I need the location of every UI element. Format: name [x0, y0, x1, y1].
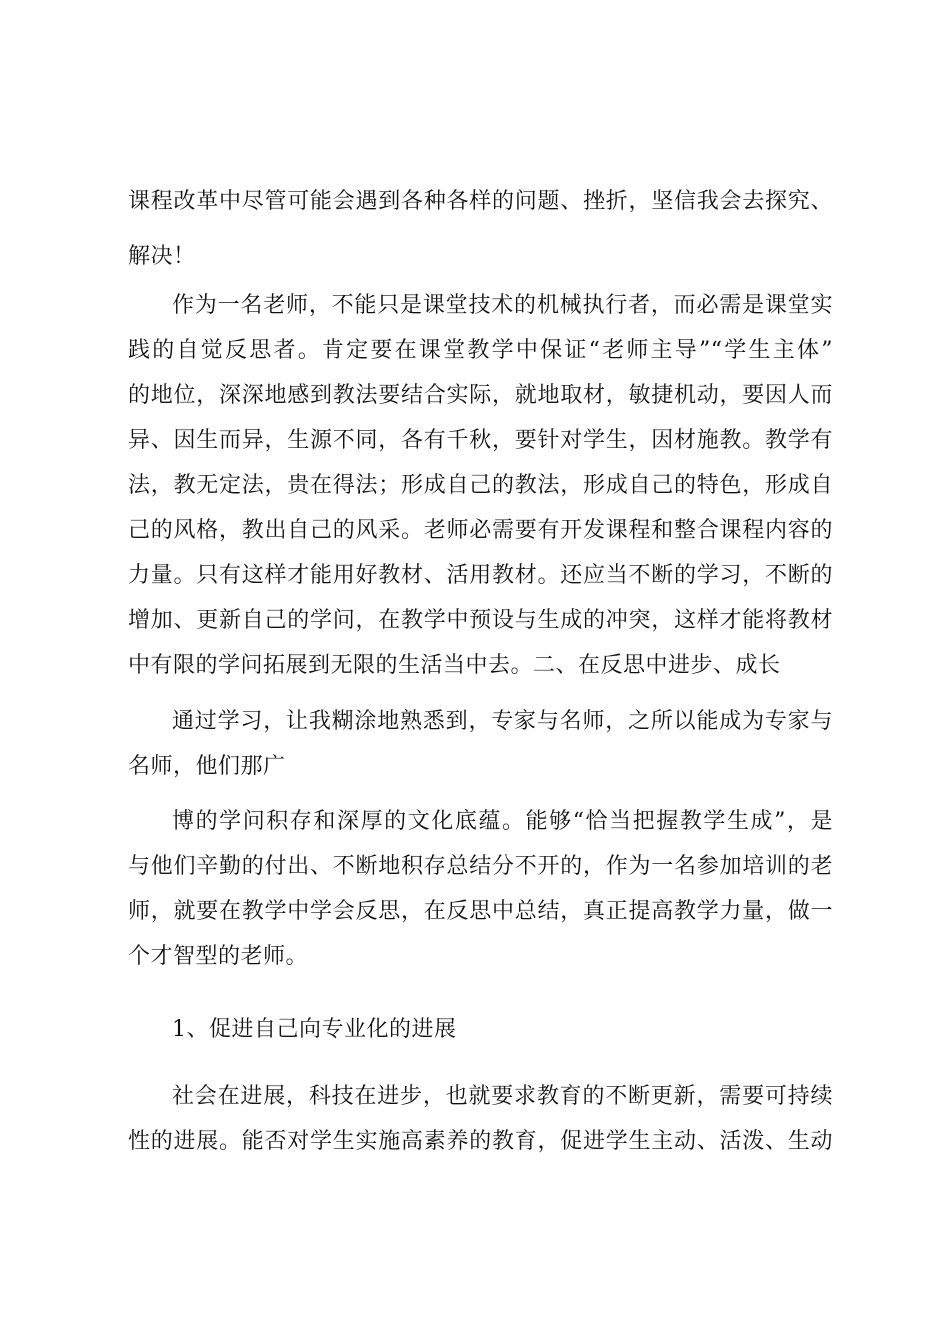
text-line: 的地位，深深地感到教法要结合实际，就地取材，敏捷机动，要因人而	[128, 383, 833, 408]
text-line: 师，就要在教学中学会反思，在反思中总结，真正提高教学力量，做一	[128, 899, 833, 924]
text-line: 与他们辛勤的付出、不断地积存总结分不开的，作为一名参加培训的老	[128, 854, 833, 879]
text-line: 中有限的学问拓展到无限的生活当中去。二、在反思中进步、成长	[128, 653, 781, 678]
text-line: 法，教无定法，贵在得法；形成自己的教法，形成自己的特色，形成自	[128, 473, 833, 498]
text-line: 课程改革中尽管可能会遇到各种各样的问题、挫折，坚信我会去探究、	[128, 189, 833, 214]
text-line: 异、因生而异，生源不同，各有千秋，要针对学生，因材施教。教学有	[128, 428, 833, 453]
text-line: 性的进展。能否对学生实施高素养的教育，促进学生主动、活泼、生动	[128, 1129, 833, 1154]
paragraph-first-line: 作为一名老师，不能只是课堂技术的机械执行者，而必需是课堂实	[172, 293, 833, 318]
text-line: 力量。只有这样才能用好教材、活用教材。还应当不断的学习，不断的	[128, 563, 833, 588]
text-line: 解决！	[128, 244, 196, 269]
text-line: 践的自觉反思者。肯定要在课堂教学中保证“老师主导”“学生主体”	[128, 338, 833, 363]
section-heading: 1、促进自己向专业化的进展	[172, 1017, 457, 1042]
text-line: 名师，他们那广	[128, 754, 286, 779]
paragraph-first-line: 社会在进展，科技在进步，也就要求教育的不断更新，需要可持续	[172, 1084, 833, 1109]
text-line: 增加、更新自己的学问，在教学中预设与生成的冲突，这样才能将教材	[128, 608, 833, 633]
text-line: 个才智型的老师。	[128, 944, 309, 969]
text-line: 己的风格，教出自己的风采。老师必需要有开发课程和整合课程内容的	[128, 518, 833, 543]
paragraph-first-line: 博的学问积存和深厚的文化底蕴。能够“恰当把握教学生成”，是	[172, 809, 833, 834]
paragraph-first-line: 通过学习，让我糊涂地熟悉到，专家与名师，之所以能成为专家与	[172, 709, 833, 734]
